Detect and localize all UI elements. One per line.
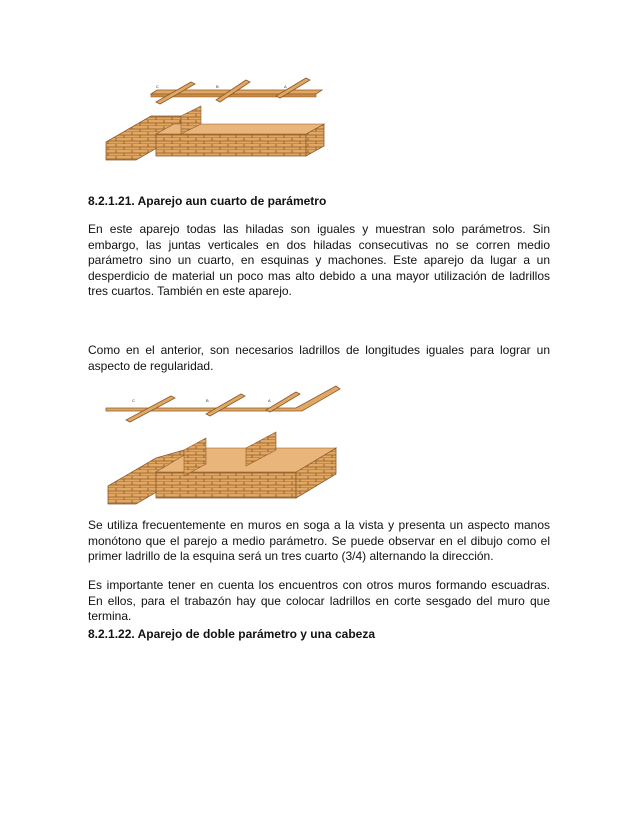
- course-label: B: [206, 398, 209, 403]
- brick-wall-illustration: [96, 72, 396, 164]
- course-label: A: [284, 84, 287, 89]
- brick-wall-illustration: [96, 380, 396, 510]
- paragraph: Es importante tener en cuenta los encuentros con otros muros formando escuadras. En ellos, para el trabazón hay que colocar ladrillos en corte sesgado del muro que termina.: [88, 578, 550, 623]
- paragraph: Como en el anterior, son necesarios ladrillos de longitudes iguales para lograr un aspecto de regularidad.: [88, 343, 550, 373]
- course-label: C: [132, 398, 135, 403]
- course-label: C: [156, 84, 159, 89]
- course-label: A: [268, 398, 271, 403]
- section-heading: 8.2.1.21. Aparejo aun cuarto de parámetro: [88, 194, 327, 208]
- paragraph: En este aparejo todas las hiladas son iguales y muestran solo parámetros. Sin embargo, las juntas verticales en dos hiladas consecutivas no se corren medio parámetro sino un cuarto, en esquinas y machones. Este aparejo da lugar a un desperdicio de material un poco mas alto debido a una mayor utilización de ladrillos tres cuartos. También en este aparejo.: [88, 222, 550, 298]
- paragraph: Se utiliza frecuentemente en muros en soga a la vista y presenta un aspecto manos monótono que el parejo a medio parámetro. Se puede observar en el dibujo como el primer ladrillo de la esquina será un tres cuarto (3/4) alternando la dirección.: [88, 518, 550, 563]
- brick-bond-figure-1: [96, 72, 396, 164]
- brick-bond-figure-2: [96, 380, 396, 510]
- section-heading: 8.2.1.22. Aparejo de doble parámetro y una cabeza: [88, 627, 375, 641]
- course-label: B: [216, 84, 219, 89]
